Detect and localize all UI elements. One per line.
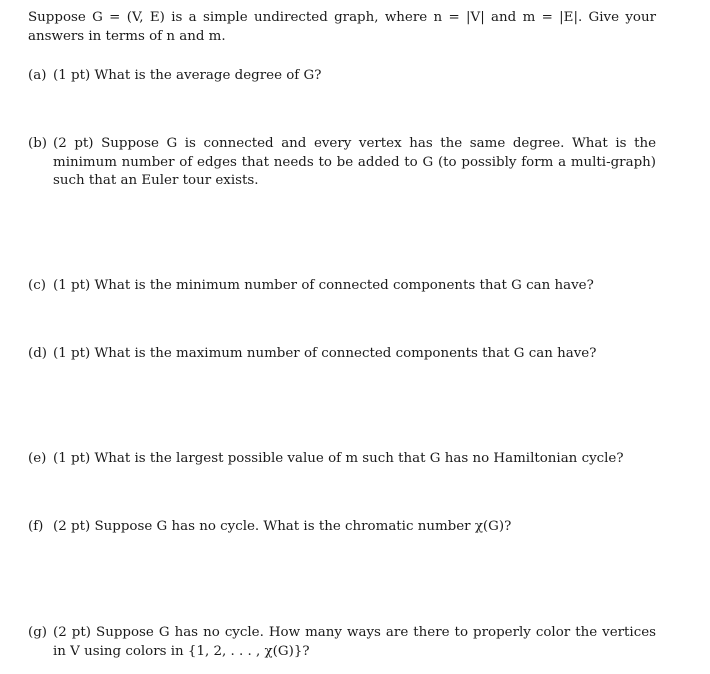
question-text: What is the maximum number of connected components that G can have? xyxy=(94,346,597,361)
question-points: (2 pt) xyxy=(53,136,94,151)
question-points: (1 pt) xyxy=(53,68,91,83)
question-points: (1 pt) xyxy=(53,346,91,361)
question-text: What is the largest possible value of m such that G has no Hamiltonian cycle? xyxy=(94,451,624,466)
question-label: (b) xyxy=(28,136,48,151)
question-c xyxy=(28,277,656,296)
question-text: Suppose G is connected and every vertex has the same degree. What is the minimum number of edges that needs to be added to G (to possibly form a multi-graph) such that an Euler tour exists. xyxy=(53,136,657,188)
question-label: (d) xyxy=(28,346,48,361)
question-points: (1 pt) xyxy=(53,451,91,466)
question-label: (e) xyxy=(28,451,47,466)
question-points: (2 pt) xyxy=(53,519,91,534)
question-text: Suppose G has no cycle. What is the chromatic number χ(G)? xyxy=(94,519,512,534)
question-f xyxy=(28,518,656,537)
question-points: (2 pt) xyxy=(53,625,91,640)
question-label: (f) xyxy=(28,519,44,534)
question-d xyxy=(28,345,656,364)
question-a xyxy=(28,67,656,86)
question-b xyxy=(28,135,656,191)
question-label: (a) xyxy=(28,68,47,83)
question-text: What is the minimum number of connected components that G can have? xyxy=(94,278,594,293)
question-g xyxy=(28,624,656,661)
question-label: (c) xyxy=(28,278,46,293)
question-points: (1 pt) xyxy=(53,278,91,293)
question-text: Suppose G has no cycle. How many ways are there to properly color the vertices in V using colors in {1, 2, . . . , χ(G)}? xyxy=(53,625,657,659)
question-e xyxy=(28,450,656,469)
question-text: What is the average degree of G? xyxy=(94,68,322,83)
question-label: (g) xyxy=(28,625,48,640)
problem-intro: Suppose G = (V, E) is a simple undirected graph, where n = |V| and m = |E|. Give your answers in terms of n and m. xyxy=(28,10,656,44)
